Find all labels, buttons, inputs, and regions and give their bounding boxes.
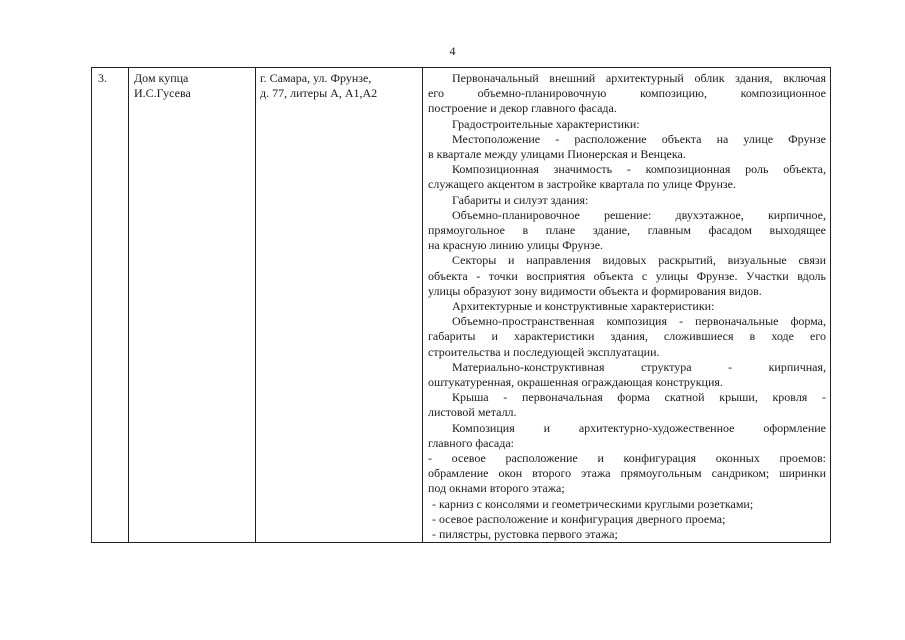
description-line: строительства и последующей эксплуатации. [428, 344, 660, 359]
object-address-line: г. Самара, ул. Фрунзе, [260, 71, 372, 85]
page-number: 4 [449, 44, 456, 58]
description-line: Композиция и архитектурно-художественное оформление [452, 420, 826, 435]
description-line: Крыша - первоначальная форма скатной крыши, кровля - [452, 390, 826, 405]
object-name-cell [129, 68, 256, 542]
description-line: Объемно-планировочное решение: двухэтажное, кирпичное, [452, 207, 826, 222]
object-description-cell [423, 68, 830, 542]
description-line: Габариты и силуэт здания: [452, 192, 589, 207]
description-line: оштукатуренная, окрашенная ограждающая конструкция. [428, 375, 723, 390]
description-line: обрамление окон второго этажа прямоугольным сандриком; ширинки [428, 466, 826, 481]
description-line: Градостроительные характеристики: [452, 116, 640, 131]
row-number-cell [92, 68, 129, 542]
description-line: Архитектурные и конструктивные характеристики: [452, 299, 715, 314]
description-line: листовой металл. [428, 405, 517, 420]
description-line: в квартале между улицами Пионерская и Венцека. [428, 147, 686, 162]
heritage-object-table [91, 67, 831, 543]
object-address-line: д. 77, литеры А, А1,А2 [260, 86, 378, 101]
description-line: главного фасада: [428, 435, 515, 450]
description-line: габариты и характеристики здания, сложившиеся в ходе его [428, 329, 826, 344]
row-number: 3. [98, 71, 107, 85]
description-line: - карниз с консолями и геометрическими круглыми розетками; [432, 496, 754, 511]
description-line: служащего акцентом в застройке квартала по улице Фрунзе. [428, 177, 736, 192]
object-name-line: И.С.Гусева [134, 86, 191, 101]
object-name-line: Дом купца [134, 71, 189, 85]
description-line: на красную линию улицы Фрунзе. [428, 238, 604, 253]
description-line: улицы образуют зону видимости объекта и формирования видов. [428, 283, 762, 298]
description-line: его объемно-планировочную композицию, композиционное [428, 86, 826, 101]
description-line: объекта - точки восприятия объекта с улицы Фрунзе. Участки вдоль [428, 268, 826, 283]
description-line: - осевое расположение и конфигурация дверного проема; [432, 511, 726, 526]
description-line: Первоначальный внешний архитектурный облик здания, включая [452, 71, 826, 85]
description-line: прямоугольное в плане здание, главным фасадом выходящее [428, 223, 826, 238]
object-address-cell [256, 68, 423, 542]
description-line: - осевое расположение и конфигурация оконных проемов: [428, 451, 826, 466]
description-line: Местоположение - расположение объекта на улице Фрунзе [452, 131, 826, 146]
description-line: Секторы и направления видовых раскрытий, визуальные связи [452, 253, 826, 268]
description-line: - пилястры, рустовка первого этажа; [432, 527, 618, 542]
description-line: Объемно-пространственная композиция - первоначальные форма, [452, 314, 826, 329]
description-line: Материально-конструктивная структура - кирпичная, [452, 359, 826, 374]
description-line: построение и декор главного фасада. [428, 101, 617, 116]
description-line: Композиционная значимость - композиционная роль объекта, [452, 162, 826, 177]
description-line: под окнами второго этажа; [428, 481, 565, 496]
